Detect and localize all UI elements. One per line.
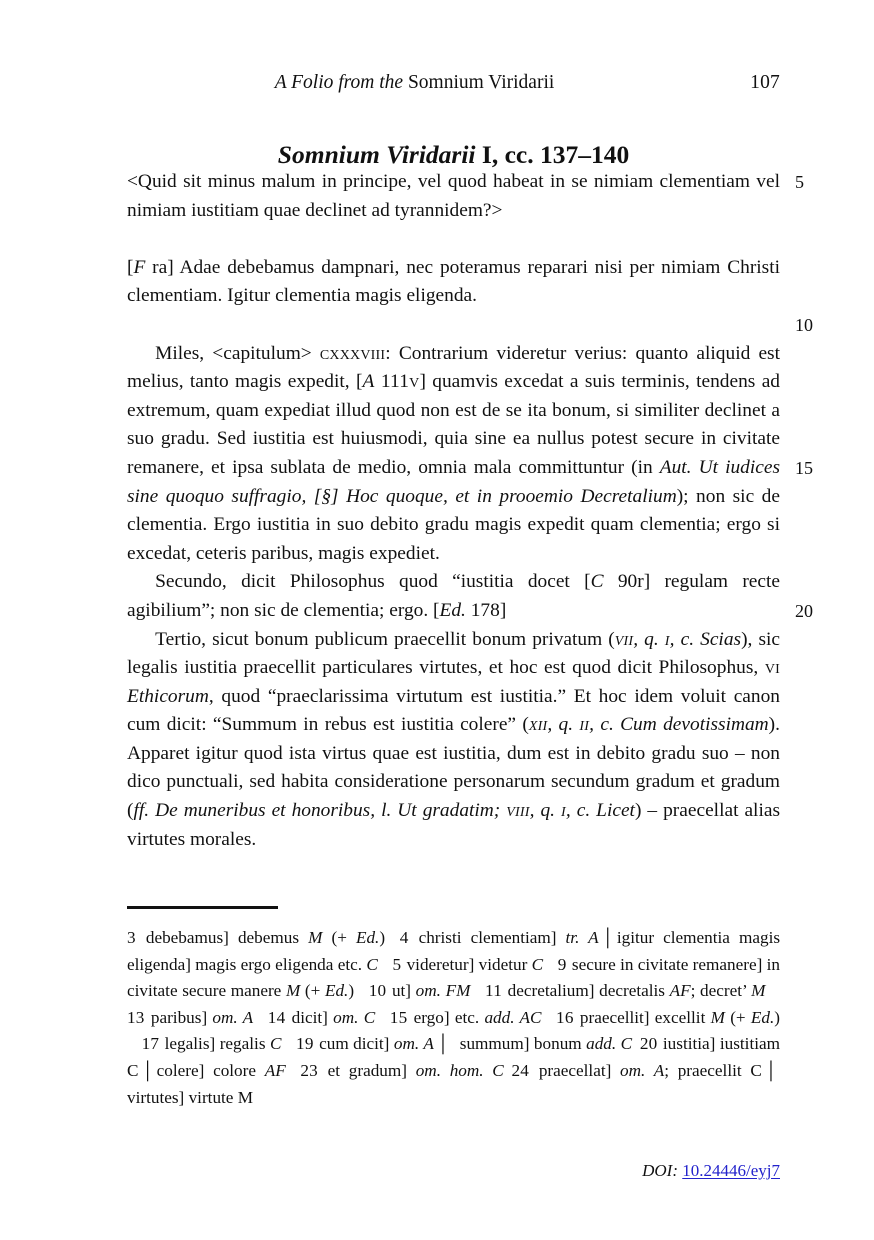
apparatus-entry-17-lemma: legalis] regalis: [164, 1034, 270, 1054]
secundo-ed-marker: Ed.: [439, 599, 466, 621]
miles-seg-3: ] quamvis excedat a suis terminis, tendens ad extremum, quam expediat illud quod non est de se ita bonum, si similiter declinet a suo gradu. Sed iustitia est huiusmodi, quia sine ea nullus potest secure in civitate remanere, et ipsa sublata de medio, omnia mala committuntur (in: [127, 371, 780, 478]
apparatus-entry-16-lemma: praecellit] excellit: [579, 1007, 711, 1027]
apparatus-entry-15-lemma: ergo] etc.: [413, 1007, 485, 1027]
running-head-title: [127, 70, 702, 96]
apparatus-entry-17-witness: C: [269, 1034, 282, 1054]
apparatus-entry-15-note: add. AC: [484, 1007, 542, 1027]
apparatus-entry-24-note: om. A: [620, 1060, 665, 1080]
secundo-seg-1: Secundo, dicit Philosophus quod “iustitia docet [: [155, 571, 591, 593]
apparatus-entry-20-divider: │: [141, 1060, 154, 1080]
tertio-seg-5: ) – praecellat alias virtutes morales.: [127, 800, 780, 850]
secundo-sigil-c: C: [590, 571, 604, 593]
tertio-ref-xii: xii: [528, 714, 548, 736]
miles-citation-italic: Aut. Ut iudices sine quoquo suffragio, [§] Hoc quoque, et in prooemio Decretalium: [127, 456, 780, 507]
folio-marker-rest: ra: [145, 256, 168, 278]
miles-paragraph: [127, 340, 780, 569]
apparatus-entry-9-number: 9: [557, 954, 567, 974]
apparatus-entry-4-number: 4: [399, 928, 409, 947]
line-number-10: 10: [795, 315, 813, 335]
apparatus-entry-17-number: 17: [141, 1034, 160, 1054]
apparatus-entry-16-witness2: Ed.: [750, 1007, 775, 1027]
tertio-seg-3: , quod “praeclarissima virtutum est iustitia.” Et hoc idem voluit canon cum dicit: “Summum in rebus est iustitia colere” (: [127, 685, 780, 736]
running-head-italic-part: A Folio from the: [274, 72, 404, 93]
apparatus-entry-3-witness: M: [308, 928, 323, 947]
body-text: [127, 168, 780, 854]
apparatus-entry-11-after: ; decret’: [690, 981, 752, 1001]
apparatus-entry-16-after: (+: [724, 1007, 751, 1027]
apparatus-entry-11-lemma: decretalium] decretalis: [507, 981, 670, 1001]
page-number: 107: [750, 72, 780, 93]
apparatus-entry-4-cont: igitur clementia magis eligenda] magis ergo eligenda etc.: [127, 928, 781, 974]
tertio-ref-viii: viii: [506, 800, 530, 822]
running-head-roman-part: Somnium Viridarii: [407, 72, 555, 93]
apparatus-entry-5-number: 5: [392, 954, 402, 974]
apparatus-entry-14-lemma: dicit]: [291, 1007, 334, 1027]
apparatus-entry-10-number: 10: [368, 981, 387, 1001]
apparatus-entry-23-number: 23: [300, 1060, 318, 1080]
apparatus-entry-13-note: om. A: [212, 1007, 254, 1027]
line-number-20: 20: [795, 601, 813, 621]
tertio-seg-2: ), sic legalis iustitia praecellit particulares virtutes, et hoc est quod dicit Philosophus,: [127, 628, 781, 679]
tertio-italic-1: , q.: [633, 628, 665, 650]
apparatus-entry-4-witness: C: [366, 954, 378, 974]
apparatus-entry-19-cont: summum] bonum: [459, 1034, 587, 1054]
tertio-ref-vi: vi: [764, 657, 780, 679]
folio-marker-italic: F: [133, 256, 146, 278]
tertio-italic-2: , c. Scias: [669, 628, 742, 650]
apparatus-entry-11-number: 11: [485, 981, 502, 1001]
apparatus-entry-4-divider: │: [601, 928, 614, 947]
apparatus-entry-5-witness: C: [531, 954, 544, 974]
apparatus-entry-10-lemma: ut]: [391, 981, 416, 1001]
rubric-paragraph: <Quid sit minus malum in principe, vel quod habeat in se nimiam clementiam vel nimiam iustitiam quae declinet ad tyrannidem?>: [127, 171, 780, 221]
running-head: [127, 70, 780, 96]
apparatus-entry-19-note2: add. C: [586, 1034, 633, 1054]
apparatus-entry-24-number: 24: [511, 1060, 530, 1080]
apparatus-entry-16-number: 16: [556, 1007, 574, 1027]
secundo-seg-3: 178]: [465, 599, 507, 621]
apparatus-entry-11-witness2: M: [751, 981, 766, 1001]
apparatus-entry-20-number: 20: [639, 1034, 658, 1054]
apparatus-entry-20-witness: AF: [264, 1060, 286, 1080]
apparatus-entry-24-divider: │: [764, 1060, 778, 1080]
miles-capitulum-number: cxxxviii: [319, 342, 386, 364]
line-number-15: 15: [795, 458, 813, 478]
secundo-seg-2: 90r] regulam recte agibilium”; non sic de clementia; ergo. [: [127, 571, 780, 621]
apparatus-entry-19-note: om. A: [393, 1034, 434, 1054]
apparatus-entry-3-number: 3: [127, 928, 136, 947]
apparatus-text: [127, 925, 780, 1111]
apparatus-entry-4-note: tr. A: [565, 928, 599, 947]
tertio-ref-vii: vii: [614, 628, 634, 650]
apparatus-entry-24-after: ; praecellit C: [664, 1060, 762, 1080]
apparatus-entry-24-lemma: praecellat]: [538, 1060, 621, 1080]
apparatus-entry-23-lemma: et gradum]: [327, 1060, 416, 1080]
apparatus-entry-15-number: 15: [389, 1007, 408, 1027]
tertio-paragraph: [127, 626, 780, 855]
miles-seg-2: : Contrarium videretur verius: quanto aliquid est melius, tanto magis expedit, [: [127, 342, 780, 393]
apparatus-entry-24-cont: virtutes] virtute M: [127, 1087, 254, 1107]
apparatus-entry-9-witness2: Ed.: [324, 981, 349, 1001]
apparatus-entry-9-after: (+: [300, 981, 325, 1001]
apparatus-entry-9-lemma: secure in civitate remanere] in civitate secure manere: [127, 954, 781, 1001]
apparatus-entry-16-witness: M: [710, 1007, 725, 1027]
apparatus-entry-23-note: om. hom. C: [415, 1060, 504, 1080]
apparatus-entry-19-divider: │: [436, 1034, 450, 1054]
tertio-seg-4: ). Apparet igitur quod ista virtus quae est iustitia, dum est in debito gradu suo – non dico punctuali, sed habita consideratione personarum secundum gradum et gradum (: [127, 714, 780, 822]
page-title-roman-part: I, cc. 137–140: [475, 140, 630, 170]
doi-link[interactable]: 10.24446/eyj7: [682, 1161, 780, 1180]
apparatus-entry-20-cont: colere] colore: [156, 1060, 265, 1080]
apparatus-entry-3-after: (+: [322, 928, 356, 947]
tertio-ref-i: i: [664, 628, 670, 650]
miles-sigil-a: A: [362, 371, 375, 393]
apparatus-entry-3-lemma: debebamus] debemus: [145, 928, 309, 947]
page-title: [127, 139, 780, 171]
apparatus-entry-9-after2: ): [348, 981, 355, 1001]
miles-seg-4: ); non sic de clementia. Ergo iustitia in suo debito gradu magis expedit quam clementia; ergo si excedat, ceteris paribus, magis expediet.: [127, 485, 780, 564]
apparatus-entry-11-witness: AF: [669, 981, 691, 1001]
apparatus-entry-10-note: om. FM: [415, 981, 471, 1001]
apparatus-entry-20-lemma: iustitia] iustitiam C: [127, 1034, 781, 1080]
apparatus-entry-14-note: om. C: [333, 1007, 376, 1027]
miles-folio-ref: 111v: [374, 371, 420, 393]
tertio-ref-i-2: i: [561, 800, 566, 822]
tertio-italic-7: , q.: [529, 800, 561, 822]
apparatus-entry-19-lemma: cum dicit]: [319, 1034, 394, 1054]
apparatus-entry-13-lemma: paribus]: [150, 1007, 213, 1027]
apparatus-entry-19-number: 19: [296, 1034, 314, 1054]
apparatus-criticus: [127, 925, 780, 1111]
secundo-paragraph: [127, 568, 780, 625]
apparatus-entry-5-lemma: videretur] videtur: [406, 954, 532, 974]
doi-label: DOI:: [642, 1161, 678, 1180]
page-title-italic-part: Somnium Viridarii: [277, 140, 476, 170]
apparatus-entry-3-witness2: Ed.: [355, 928, 380, 947]
tertio-licet: , c. Licet: [565, 800, 635, 822]
intro-paragraph-text: ] Adae debebamus dampnari, nec poteramus reparari nisi per nimiam Christi clementiam. Igitur clementia magis eligenda.: [127, 256, 780, 307]
apparatus-separator-rule: [127, 906, 278, 909]
doi-footer: [127, 1160, 780, 1182]
apparatus-entry-3-after2: ): [379, 928, 386, 947]
intro-paragraph: [F ra] Adae debebamus dampnari, nec poteramus reparari nisi per nimiam Christi clementiam. Igitur clementia magis eligenda.: [127, 256, 780, 307]
apparatus-entry-4-lemma: christi clementiam]: [418, 928, 566, 947]
apparatus-entry-14-number: 14: [267, 1007, 286, 1027]
tertio-italic-4: , q.: [547, 714, 580, 736]
tertio-ethicorum: Ethicorum: [127, 685, 209, 707]
tertio-ff-citation: ff. De muneribus et honoribus, l. Ut gradatim;: [133, 800, 507, 822]
apparatus-entry-16-after2: ): [774, 1007, 780, 1027]
apparatus-entry-9-witness: M: [285, 981, 301, 1001]
miles-seg-1: Miles, <capitulum>: [155, 342, 320, 364]
tertio-ref-ii: ii: [579, 714, 590, 736]
apparatus-entry-13-number: 13: [127, 1007, 145, 1027]
line-number-5: 5: [795, 172, 804, 192]
tertio-cum-devotissimam: , c. Cum devotissimam: [589, 714, 769, 736]
tertio-seg-1: Tertio, sicut bonum publicum praecellit bonum privatum (: [155, 628, 615, 650]
